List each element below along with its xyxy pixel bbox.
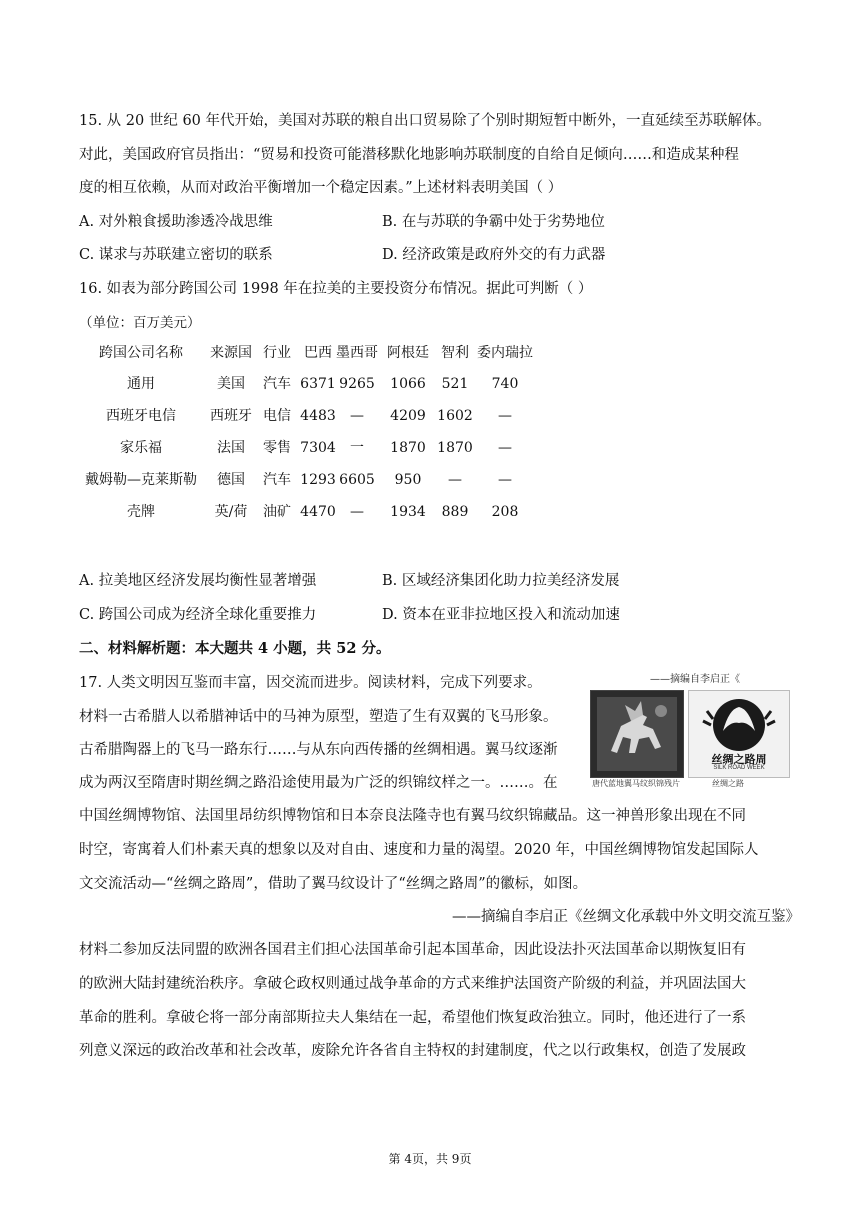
table-cell: —: [498, 472, 512, 488]
q17-material2-line1: 材料二参加反法同盟的欧洲各国君主们担心法国革命引起本国革命，因此设法扑灭法国革命以期恢复旧有: [79, 942, 746, 958]
table-cell: 1602: [437, 408, 473, 424]
table-cell: 汽车: [263, 472, 291, 488]
figure-caption-top: ——摘编自李启正《: [650, 674, 740, 685]
q17-material1-line3: 成为两汉至隋唐时期丝绸之路沿途使用最为广泛的织锦纹样之一。……。在: [79, 775, 558, 791]
table-cell: 美国: [217, 376, 245, 392]
table-cell: 汽车: [263, 376, 291, 392]
table-header-cell: 巴西: [304, 345, 332, 361]
q15-stem-line3: 度的相互依赖，从而对政治平衡增加一个稳定因素。”上述材料表明美国（ ）: [79, 180, 563, 196]
q16-stem: 16. 如表为部分跨国公司 1998 年在拉美的主要投资分布情况。据此可判断（ ）: [79, 281, 593, 297]
figure-caption-right: 丝绸之路: [712, 779, 744, 788]
table-header-cell: 委内瑞拉: [477, 345, 533, 361]
table-cell: 4470: [300, 504, 336, 520]
table-cell: 1293: [300, 472, 336, 488]
table-cell: 德国: [217, 472, 245, 488]
q16-option-d: D. 资本在亚非拉地区投入和流动加速: [382, 607, 620, 623]
table-cell: 电信: [263, 408, 291, 424]
logo-text: 丝绸之路周: [711, 753, 767, 766]
table-header-cell: 智利: [441, 345, 469, 361]
table-cell: 戴姆勒—克莱斯勒: [85, 472, 197, 488]
q16-option-a: A. 拉美地区经济发展均衡性显著增强: [79, 573, 317, 589]
table-cell: —: [498, 440, 512, 456]
table-cell: 1870: [437, 440, 473, 456]
table-header-cell: 跨国公司名称: [99, 345, 183, 361]
table-cell: 英/荷: [214, 504, 248, 520]
table-header-cell: 行业: [263, 345, 291, 361]
table-cell: 西班牙电信: [106, 408, 176, 424]
table-header-cell: 墨西哥: [336, 345, 378, 361]
q16-unit: （单位：百万美元）: [79, 315, 201, 331]
q15-option-d: D. 经济政策是政府外交的有力武器: [382, 247, 606, 263]
q15-stem-line1: 15. 从 20 世纪 60 年代开始，美国对苏联的粮自出口贸易除了个别时期短暂中断外，一直延续至苏联解体。: [79, 113, 772, 129]
table-header-cell: 阿根廷: [387, 345, 429, 361]
table-cell: 208: [491, 504, 519, 520]
q16-option-c: C. 跨国公司成为经济全球化重要推力: [79, 607, 317, 623]
q17-stem: 17. 人类文明因互鉴而丰富，因交流而进步。阅读材料，完成下列要求。: [79, 675, 542, 691]
table-cell: 1066: [390, 376, 426, 392]
q17-material1-line1: 材料一古希腊人以希腊神话中的马神为原型，塑造了生有双翼的飞马形象。: [79, 709, 558, 725]
q17-material2-line4: 列意义深远的政治改革和社会改革，废除允许各省自主特权的封建制度，代之以行政集权，创造了发展政: [79, 1043, 746, 1059]
table-cell: 一: [350, 440, 364, 456]
table-cell: —: [350, 408, 364, 424]
table-cell: 9265: [339, 376, 375, 392]
section-heading: 二、材料解析题：本大题共 4 小题，共 52 分。: [79, 640, 391, 657]
table-cell: 889: [441, 504, 469, 520]
table-cell: 家乐福: [120, 440, 162, 456]
table-cell: —: [448, 472, 462, 488]
table-cell: 6605: [339, 472, 375, 488]
table-cell: —: [350, 504, 364, 520]
winged-horse-icon: [591, 691, 683, 777]
table-cell: 6371: [300, 376, 336, 392]
table-cell: —: [498, 408, 512, 424]
q15-option-b: B. 在与苏联的争霸中处于劣势地位: [382, 214, 605, 230]
table-cell: 西班牙: [210, 408, 252, 424]
q17-material1-line5: 时空，寄寓着人们朴素天真的想象以及对自由、速度和力量的渴望。2020 年，中国丝绸博物馆发起国际人: [79, 842, 759, 858]
q15-option-a: A. 对外粮食援助渗透冷战思维: [79, 214, 273, 230]
q17-material1-line4: 中国丝绸博物馆、法国里昂纺织博物馆和日本奈良法隆寺也有翼马纹织锦藏品。这一神兽形象出现在不同: [79, 808, 746, 824]
table-cell: 1870: [390, 440, 426, 456]
table-cell: 950: [394, 472, 422, 488]
table-cell: 1934: [390, 504, 426, 520]
silk-road-figure: [588, 676, 793, 794]
q15-option-c: C. 谋求与苏联建立密切的联系: [79, 247, 273, 263]
q17-material2-line2: 的欧洲大陆封建统治秩序。拿破仑政权则通过战争革命的方式来维护法国资产阶级的利益，并巩固法国大: [79, 976, 746, 992]
winged-horse-brocade-image: [590, 690, 684, 778]
table-cell: 7304: [300, 440, 336, 456]
q17-material2-line3: 革命的胜利。拿破仑将一部分南部斯拉夫人集结在一起，希望他们恢复政治独立。同时，他还进行了一系: [79, 1010, 746, 1026]
q17-material1-line2: 古希腊陶器上的飞马一路东行……与从东向西传播的丝绸相遇。翼马纹逐渐: [79, 742, 558, 758]
table-cell: 740: [491, 376, 519, 392]
table-cell: 521: [441, 376, 469, 392]
table-header-cell: 来源国: [210, 345, 252, 361]
page-footer: 第 4页，共 9页: [388, 1152, 472, 1166]
table-cell: 法国: [217, 440, 245, 456]
table-cell: 零售: [263, 440, 291, 456]
table-cell: 通用: [127, 376, 155, 392]
table-cell: 油矿: [263, 504, 291, 520]
q17-source-citation: ——摘编自李启正《丝绸文化承载中外文明交流互鉴》: [452, 909, 800, 925]
table-cell: 4209: [390, 408, 426, 424]
q16-option-b: B. 区域经济集团化助力拉美经济发展: [382, 573, 620, 589]
silk-road-week-logo: [688, 690, 790, 778]
figure-caption-left: 唐代蓝地翼马纹织锦残片: [592, 779, 680, 788]
q17-material1-line6: 文交流活动—“丝绸之路周”，借助了翼马纹设计了“丝绸之路周”的徽标，如图。: [79, 876, 588, 892]
logo-subtext: SILK ROAD WEEK: [713, 765, 765, 771]
table-cell: 壳牌: [127, 504, 155, 520]
table-cell: 4483: [300, 408, 336, 424]
q15-stem-line2: 对此，美国政府官员指出：“贸易和投资可能潜移默化地影响苏联制度的自给自足倾向……和造成某种程: [79, 147, 739, 163]
